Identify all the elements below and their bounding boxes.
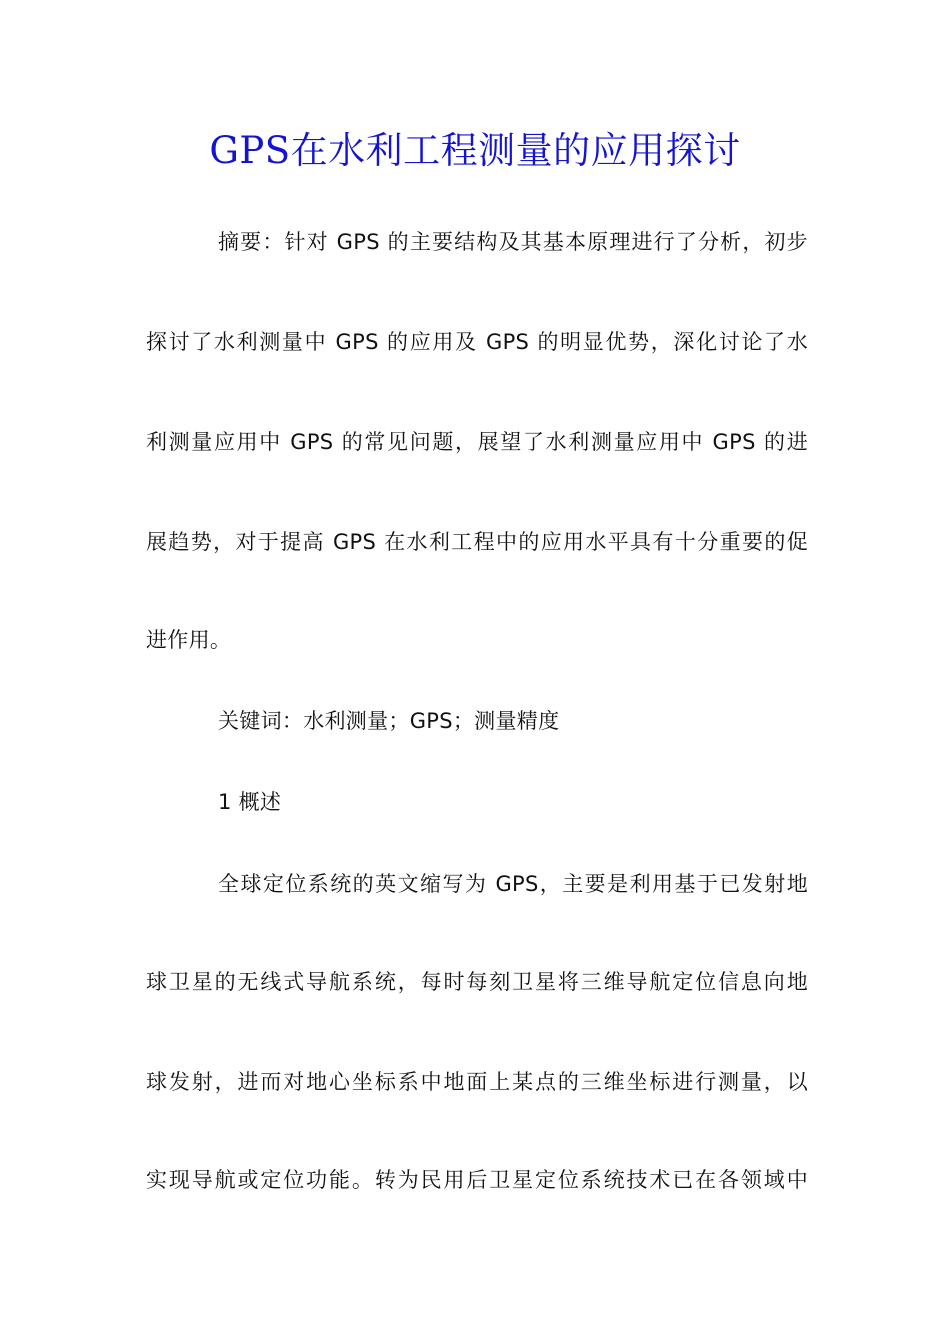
keywords-line: 关键词：水利测量；GPS；测量精度 (218, 709, 560, 733)
section-heading: 1 概述 (218, 790, 282, 814)
abstract-line-1: 摘要：针对 GPS 的主要结构及其基本原理进行了分析，初步 (218, 230, 808, 254)
body-line-2: 球卫星的无线式导航系统，每时每刻卫星将三维导航定位信息向地 (146, 970, 808, 994)
abstract-line-2: 探讨了水利测量中 GPS 的应用及 GPS 的明显优势，深化讨论了水 (146, 330, 808, 354)
document-title: GPS在水利工程测量的应用探讨 (209, 129, 741, 172)
abstract-line-3: 利测量应用中 GPS 的常见问题，展望了水利测量应用中 GPS 的进 (146, 430, 808, 454)
abstract-line-4: 展趋势，对于提高 GPS 在水利工程中的应用水平具有十分重要的促 (146, 530, 808, 554)
body-line-1: 全球定位系统的英文缩写为 GPS，主要是利用基于已发射地 (218, 872, 808, 896)
body-line-3: 球发射，进而对地心坐标系中地面上某点的三维坐标进行测量，以 (146, 1070, 808, 1094)
body-line-4: 实现导航或定位功能。转为民用后卫星定位系统技术已在各领域中 (146, 1168, 808, 1192)
abstract-line-5: 进作用。 (146, 628, 232, 652)
